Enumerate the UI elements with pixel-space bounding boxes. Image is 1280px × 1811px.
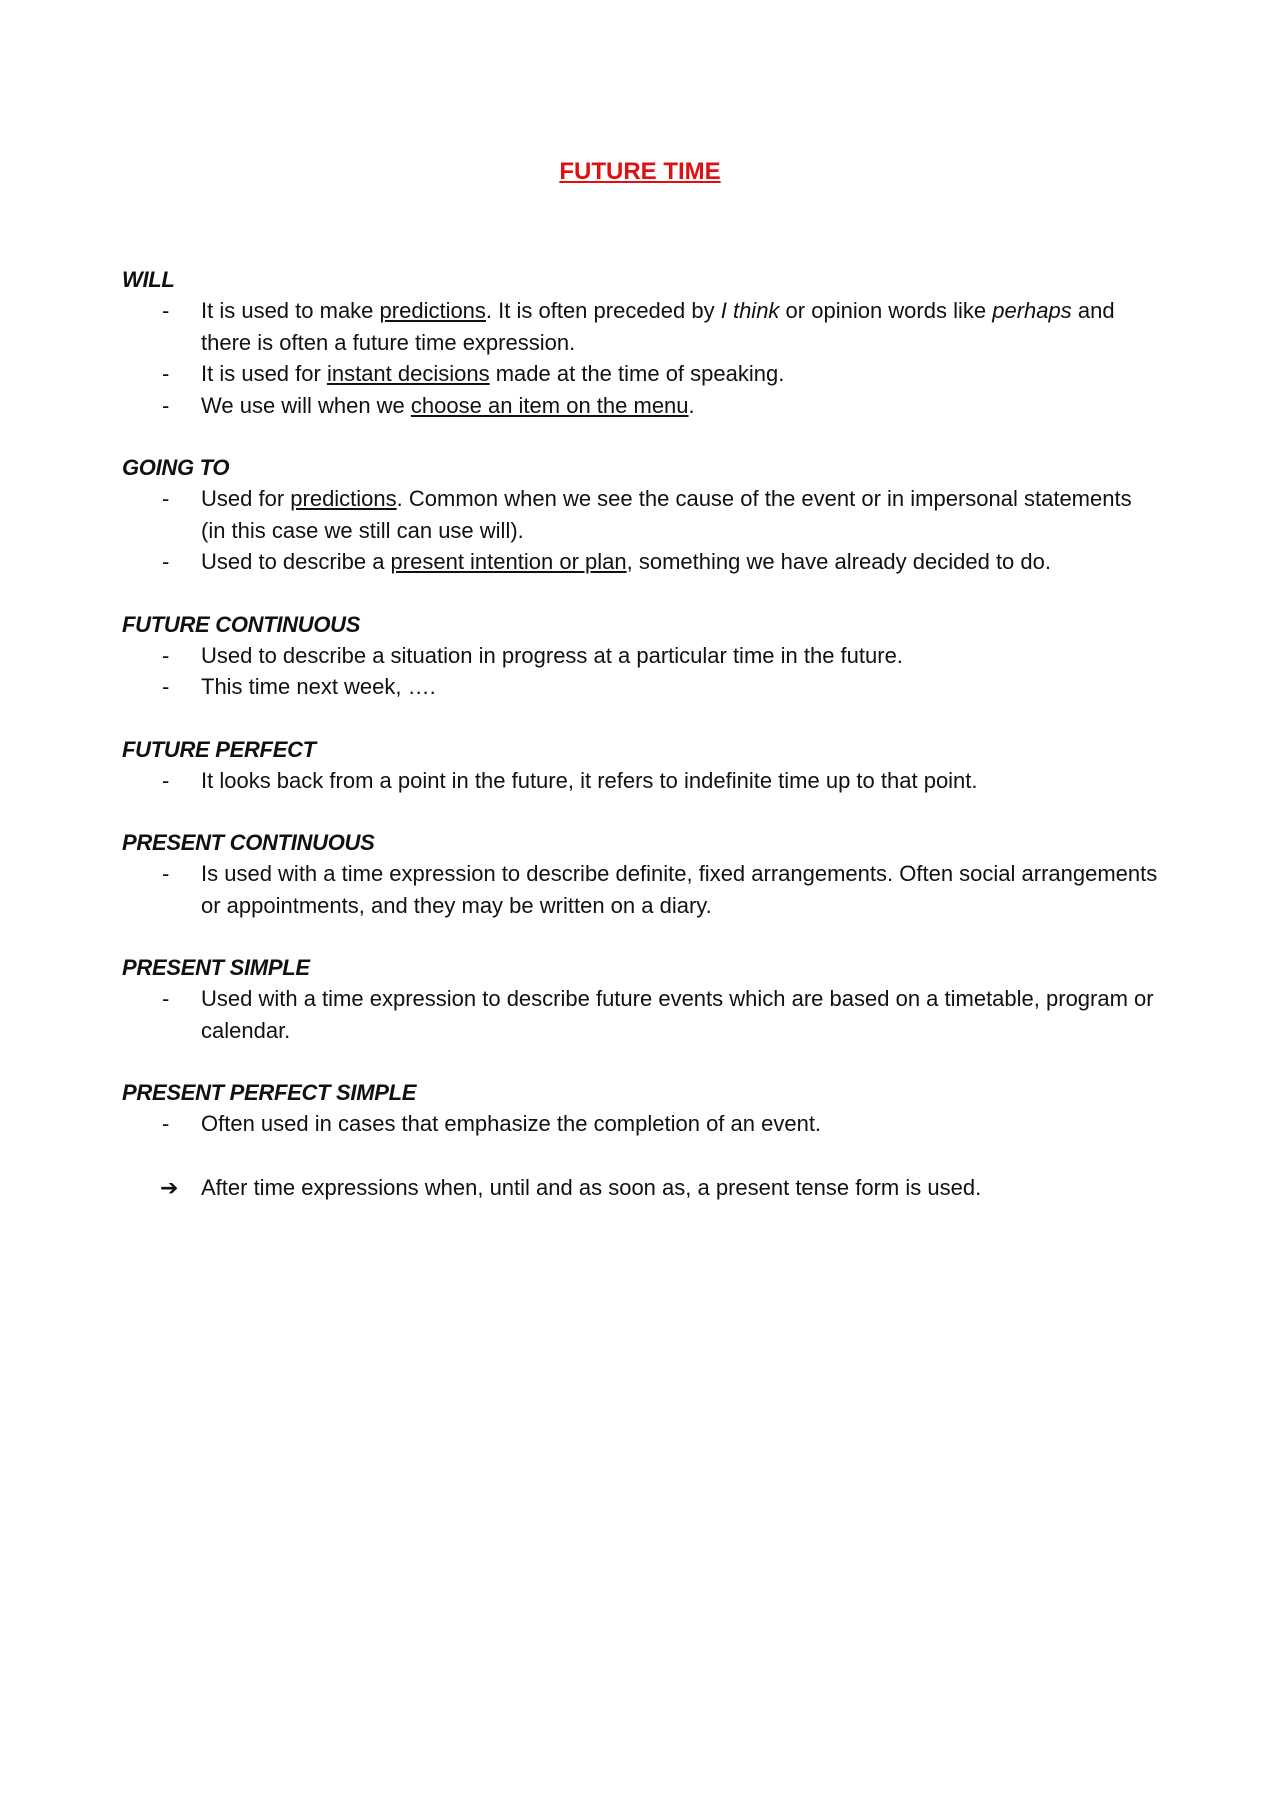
list-item: [122, 765, 1162, 797]
right-arrow-icon: ➔: [160, 1174, 179, 1200]
dash-bullet: -: [162, 298, 170, 323]
note-line: [122, 1172, 1162, 1204]
list-item: [122, 390, 1162, 422]
section-heading: PRESENT PERFECT SIMPLE: [122, 1080, 417, 1105]
item-text: , something we have already decided to do.: [626, 549, 1051, 574]
item-text: Used to describe a: [201, 549, 391, 574]
section-heading: FUTURE CONTINUOUS: [122, 611, 361, 637]
dash-bullet: -: [162, 642, 170, 668]
section-present-perfect-simple: [122, 1078, 1162, 1140]
section-heading: PRESENT CONTINUOUS: [122, 830, 375, 855]
dash-bullet: -: [162, 361, 170, 386]
page-title: FUTURE TIME: [559, 158, 721, 185]
dash-bullet: -: [162, 861, 170, 886]
document-body: [122, 265, 1162, 1203]
list-item: [122, 983, 1162, 1046]
item-text: .: [688, 392, 695, 418]
dash-bullet: -: [162, 674, 170, 699]
dash-bullet: -: [162, 1111, 170, 1136]
item-text: Used to describe a situation in progress at a particular time in the future.: [201, 642, 903, 668]
item-text: . It is often preceded by: [485, 298, 721, 323]
section-heading: WILL: [122, 267, 175, 292]
list-item: [122, 640, 1162, 672]
item-text: Used for: [201, 486, 291, 511]
underlined-term: choose an item on the menu: [410, 392, 689, 418]
list-item: [122, 295, 1162, 358]
dash-bullet: -: [162, 767, 170, 793]
section-present-simple: [122, 953, 1162, 1046]
section-will: [122, 265, 1162, 421]
item-text: This time next week, ….: [201, 674, 436, 699]
dash-bullet: -: [162, 486, 170, 511]
section-future-perfect: [122, 735, 1162, 797]
item-text: It is used for: [201, 361, 327, 386]
dash-bullet: -: [162, 986, 170, 1011]
section-future-continuous: [122, 610, 1162, 703]
italic-term: perhaps: [992, 298, 1072, 323]
list-item: [122, 858, 1162, 921]
item-text: We use will when we: [201, 392, 411, 418]
dash-bullet: -: [162, 549, 170, 574]
list-item: [122, 1108, 1162, 1140]
item-text: or opinion words like: [779, 298, 993, 323]
list-item: [122, 483, 1162, 546]
dash-bullet: -: [162, 392, 170, 418]
item-text: It looks back from a point in the future, it refers to indefinite time up to that point.: [201, 767, 978, 793]
underlined-term: present intention or plan: [390, 549, 627, 574]
item-text: made at the time of speaking.: [489, 361, 785, 386]
italic-term: I think: [720, 298, 780, 323]
item-text: Is used with a time expression to describe definite, fixed arrangements. Often social arrangements or appointments, and they may be written on a diary.: [201, 861, 1158, 918]
item-text: . Common when we see the cause of the event or in impersonal statements (in this case we still can use will).: [201, 486, 1132, 543]
list-item: [122, 671, 1162, 703]
note-text: After time expressions when, until and as soon as, a present tense form is used.: [201, 1174, 982, 1200]
section-heading: GOING TO: [122, 455, 230, 480]
item-text: It is used to make: [201, 298, 380, 323]
underlined-term: predictions: [379, 298, 486, 323]
list-item: [122, 358, 1162, 390]
item-text: Often used in cases that emphasize the completion of an event.: [201, 1111, 822, 1136]
item-text: and there is often a future time expression.: [201, 298, 1115, 355]
underlined-term: predictions: [290, 486, 397, 511]
list-item: [122, 546, 1162, 578]
section-present-continuous: [122, 828, 1162, 921]
item-text: Used with a time expression to describe future events which are based on a timetable, program or calendar.: [201, 986, 1154, 1043]
section-heading: FUTURE PERFECT: [122, 736, 316, 762]
section-heading: PRESENT SIMPLE: [122, 955, 310, 980]
underlined-term: instant decisions: [326, 361, 490, 386]
section-going-to: [122, 453, 1162, 578]
